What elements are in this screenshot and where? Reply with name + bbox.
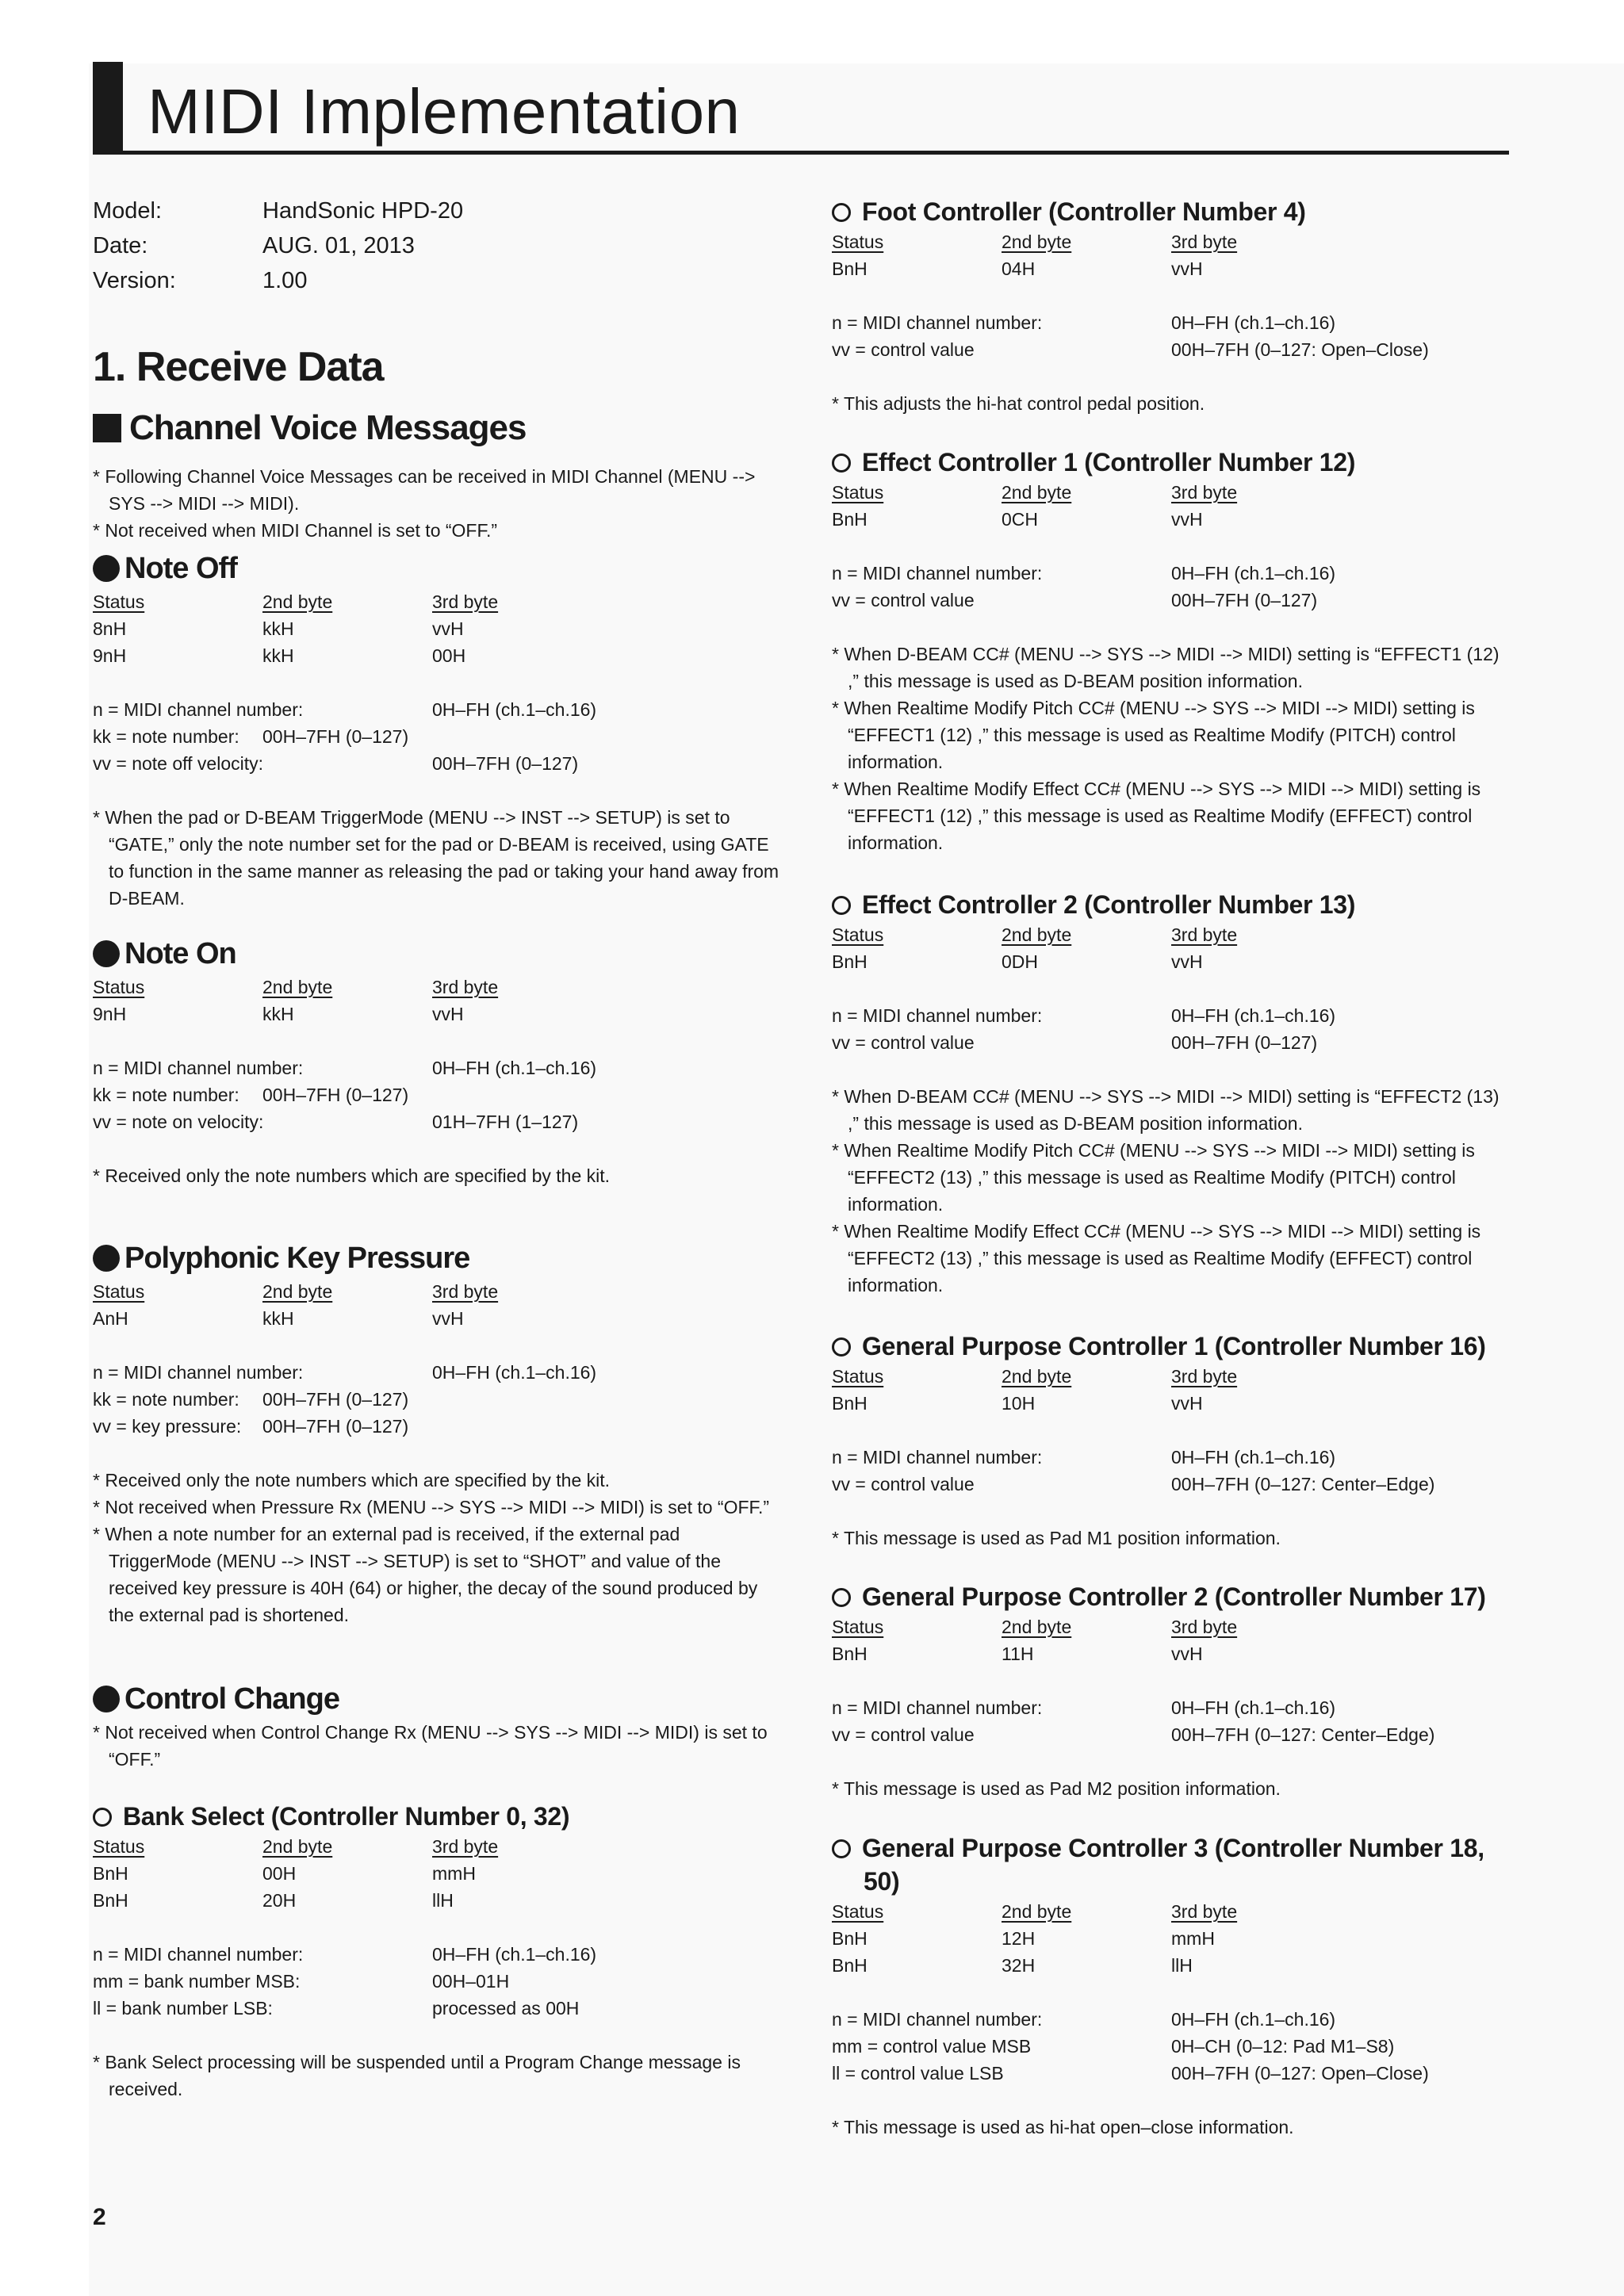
byte2-cell: 0CH bbox=[1002, 509, 1039, 530]
table-row bbox=[832, 255, 1514, 282]
status-cell: BnH bbox=[93, 1863, 128, 1884]
status-header: Status bbox=[832, 1617, 884, 1637]
param-row bbox=[93, 1108, 783, 1135]
section-heading-text: Channel Voice Messages bbox=[129, 408, 527, 447]
param-value: 00H–7FH (0–127) bbox=[432, 753, 579, 774]
param-value: 00H–7FH (0–127: Open–Close) bbox=[1171, 2063, 1429, 2084]
note: * When Realtime Modify Pitch CC# (MENU --> SYS --> MIDI --> MIDI) setting is “EFFECT1 (12) ,” this message is used as Realtime Modify (PITCH) control information. bbox=[832, 698, 1475, 772]
byte3-header: 3rd byte bbox=[1171, 482, 1238, 503]
param-label: ll = control value LSB bbox=[832, 2063, 1004, 2084]
note-text: Following Channel Voice Messages can be received in MIDI Channel (MENU --> SYS --> MIDI --> MIDI). bbox=[105, 466, 756, 514]
byte2-header: 2nd byte bbox=[1002, 1366, 1072, 1387]
note: * Not received when Pressure Rx (MENU --> SYS --> MIDI --> MIDI) is set to “OFF.” bbox=[93, 1497, 770, 1517]
meta-label: Model: bbox=[93, 198, 163, 224]
open-circle-bullet-icon bbox=[832, 1588, 851, 1607]
open-circle-bullet-icon bbox=[832, 896, 851, 915]
table-header bbox=[832, 1363, 1514, 1390]
byte2-header: 2nd byte bbox=[262, 1836, 333, 1857]
param-row bbox=[832, 2033, 1514, 2060]
note-text: Received only the note numbers which are specified by the kit. bbox=[105, 1165, 611, 1186]
param-value: 00H–7FH (0–127) bbox=[262, 1416, 409, 1437]
note-text: When Realtime Modify Effect CC# (MENU --> SYS --> MIDI --> MIDI) setting is “EFFECT1 (12) ,” this message is used as Realtime Modify (EFFECT) control information. bbox=[844, 779, 1481, 853]
note-text: When Realtime Modify Pitch CC# (MENU --> SYS --> MIDI --> MIDI) setting is “EFFECT1 (12) ,” this message is used as Realtime Modify (PITCH) control information. bbox=[844, 698, 1475, 772]
param-row bbox=[832, 336, 1514, 363]
controller-heading bbox=[832, 1330, 1514, 1363]
table-header bbox=[93, 974, 783, 1001]
byte2-header: 2nd byte bbox=[1002, 232, 1072, 252]
table-row bbox=[93, 1887, 783, 1914]
table-row bbox=[93, 615, 783, 642]
open-circle-bullet-icon bbox=[832, 203, 851, 222]
note-text: When D-BEAM CC# (MENU --> SYS --> MIDI --> MIDI) setting is “EFFECT2 (13) ,” this message is used as D-BEAM position information. bbox=[844, 1086, 1500, 1134]
controller-heading-text: Foot Controller (Controller Number 4) bbox=[862, 197, 1306, 226]
param-value: 00H–7FH (0–127: Center–Edge) bbox=[1171, 1724, 1435, 1745]
param-label: n = MIDI channel number: bbox=[832, 1697, 1043, 1718]
note: * Not received when MIDI Channel is set to “OFF.” bbox=[93, 520, 498, 541]
table-row bbox=[832, 1925, 1514, 1952]
param-value: 0H–FH (ch.1–ch.16) bbox=[1171, 2009, 1336, 2030]
controller-heading bbox=[832, 1580, 1514, 1613]
status-header: Status bbox=[832, 1901, 884, 1922]
param-value: 0H–FH (ch.1–ch.16) bbox=[432, 1944, 597, 1965]
byte3-header: 3rd byte bbox=[432, 591, 499, 612]
param-label: vv = note off velocity: bbox=[93, 753, 263, 774]
note: * Bank Select processing will be suspended until a Program Change message is received. bbox=[93, 2052, 741, 2099]
byte3-cell: vvH bbox=[1171, 509, 1203, 530]
param-value: 0H–FH (ch.1–ch.16) bbox=[1171, 1005, 1336, 1026]
param-label: vv = control value bbox=[832, 1032, 975, 1053]
byte2-cell: kkH bbox=[262, 618, 294, 639]
table-row bbox=[832, 1390, 1514, 1417]
note: * When Realtime Modify Effect CC# (MENU --> SYS --> MIDI --> MIDI) setting is “EFFECT2 (13) ,” this message is used as Realtime Modify (EFFECT) control information. bbox=[832, 1221, 1481, 1295]
note: * This message is used as Pad M2 position information. bbox=[832, 1778, 1281, 1799]
param-label: n = MIDI channel number: bbox=[93, 1058, 304, 1078]
foot-controller-section bbox=[832, 195, 1514, 417]
byte2-header: 2nd byte bbox=[1002, 1617, 1072, 1637]
controller-heading-text: Bank Select (Controller Number 0, 32) bbox=[123, 1802, 570, 1831]
byte3-header: 3rd byte bbox=[1171, 1366, 1238, 1387]
table-row bbox=[93, 1305, 783, 1332]
param-row bbox=[93, 1968, 783, 1995]
note: * When the pad or D-BEAM TriggerMode (MENU --> INST --> SETUP) is set to “GATE,” only the note number set for the pad or D-BEAM is received, using GATE to function in the same manner as releasing the pad or taking your hand away from D-BEAM. bbox=[93, 807, 779, 909]
byte2-cell: kkH bbox=[262, 1004, 294, 1024]
filled-circle-bullet-icon bbox=[93, 940, 120, 967]
param-row bbox=[832, 1694, 1514, 1721]
note: * When D-BEAM CC# (MENU --> SYS --> MIDI --> MIDI) setting is “EFFECT1 (12) ,” this message is used as D-BEAM position information. bbox=[832, 644, 1500, 691]
param-label: vv = note on velocity: bbox=[93, 1112, 264, 1132]
byte3-cell: vvH bbox=[432, 1308, 464, 1329]
param-row bbox=[93, 1054, 783, 1081]
note: * This adjusts the hi-hat control pedal position. bbox=[832, 393, 1205, 414]
byte3-cell: 00H bbox=[432, 645, 466, 666]
byte2-cell: 04H bbox=[1002, 258, 1036, 279]
note: * This message is used as hi-hat open–close information. bbox=[832, 2117, 1294, 2137]
controller-heading-text: General Purpose Controller 1 (Controller Number 16) bbox=[862, 1332, 1486, 1360]
note-text: This message is used as hi-hat open–close information. bbox=[843, 2117, 1294, 2137]
meta-row-date bbox=[93, 228, 463, 263]
header-bar bbox=[93, 62, 123, 154]
param-label: vv = control value bbox=[832, 1724, 975, 1745]
poly-pressure-section bbox=[93, 1238, 783, 1628]
param-row bbox=[832, 1002, 1514, 1029]
table-header bbox=[832, 479, 1514, 506]
param-label: mm = control value MSB bbox=[832, 2036, 1032, 2057]
filled-circle-bullet-icon bbox=[93, 555, 120, 582]
byte2-cell: 32H bbox=[1002, 1955, 1036, 1976]
open-circle-bullet-icon bbox=[832, 453, 851, 473]
status-cell: 9nH bbox=[93, 1004, 127, 1024]
note: * Following Channel Voice Messages can be received in MIDI Channel (MENU --> SYS --> MIDI --> MIDI). bbox=[93, 466, 756, 514]
controller-heading bbox=[832, 888, 1514, 921]
param-label: kk = note number: bbox=[93, 1085, 239, 1105]
param-label: n = MIDI channel number: bbox=[93, 1944, 304, 1965]
status-cell: BnH bbox=[93, 1890, 128, 1911]
param-label: n = MIDI channel number: bbox=[832, 312, 1043, 333]
param-value: 0H–FH (ch.1–ch.16) bbox=[1171, 1697, 1336, 1718]
note: * When Realtime Modify Pitch CC# (MENU --> SYS --> MIDI --> MIDI) setting is “EFFECT2 (13) ,” this message is used as Realtime Modify (PITCH) control information. bbox=[832, 1140, 1475, 1215]
note: * Received only the note numbers which are specified by the kit. bbox=[93, 1165, 611, 1186]
param-value: 0H–FH (ch.1–ch.16) bbox=[432, 1058, 597, 1078]
param-value: 00H–7FH (0–127) bbox=[262, 1389, 409, 1410]
note-text: Received only the note numbers which are specified by the kit. bbox=[105, 1470, 611, 1490]
note: * Received only the note numbers which are specified by the kit. bbox=[93, 1470, 611, 1490]
byte2-header: 2nd byte bbox=[1002, 1901, 1072, 1922]
status-cell: BnH bbox=[832, 1393, 868, 1414]
note-text: This message is used as Pad M2 position information. bbox=[843, 1778, 1281, 1799]
note-text: When D-BEAM CC# (MENU --> SYS --> MIDI --> MIDI) setting is “EFFECT1 (12) ,” this message is used as D-BEAM position information. bbox=[844, 644, 1500, 691]
status-header: Status bbox=[93, 977, 145, 997]
byte2-header: 2nd byte bbox=[262, 591, 333, 612]
section-heading bbox=[93, 406, 783, 450]
effect-controller-2-section bbox=[832, 888, 1514, 1299]
note: * When Realtime Modify Effect CC# (MENU --> SYS --> MIDI --> MIDI) setting is “EFFECT1 (12) ,” this message is used as Realtime Modify (EFFECT) control information. bbox=[832, 779, 1481, 853]
controller-heading-text: Effect Controller 2 (Controller Number 13) bbox=[862, 890, 1356, 919]
param-value: 00H–7FH (0–127) bbox=[262, 726, 409, 747]
controller-heading-text: Effect Controller 1 (Controller Number 12) bbox=[862, 448, 1356, 476]
param-row bbox=[93, 723, 783, 750]
square-bullet-icon bbox=[93, 414, 121, 442]
meta-row-model bbox=[93, 193, 463, 228]
status-cell: BnH bbox=[832, 1955, 868, 1976]
byte2-cell: 20H bbox=[262, 1890, 297, 1911]
note-text: Not received when Control Change Rx (MENU --> SYS --> MIDI --> MIDI) is set to “OFF.” bbox=[105, 1722, 768, 1770]
message-heading bbox=[93, 549, 783, 588]
status-header: Status bbox=[93, 1836, 145, 1857]
param-value: 0H–FH (ch.1–ch.16) bbox=[432, 699, 597, 720]
note-text: Not received when MIDI Channel is set to “OFF.” bbox=[105, 520, 498, 541]
param-value: 00H–7FH (0–127) bbox=[262, 1085, 409, 1105]
byte2-cell: 0DH bbox=[1002, 951, 1039, 972]
message-heading-text: Control Change bbox=[124, 1682, 339, 1716]
gp-controller-2-section bbox=[832, 1580, 1514, 1802]
param-value: 00H–7FH (0–127) bbox=[1171, 590, 1318, 610]
param-row bbox=[832, 587, 1514, 614]
note-on-section bbox=[93, 934, 783, 1189]
byte3-cell: mmH bbox=[432, 1863, 476, 1884]
byte3-cell: mmH bbox=[1171, 1928, 1215, 1949]
controller-heading-text: General Purpose Controller 3 (Controller Number 18, 50) bbox=[862, 1834, 1484, 1896]
meta-row-version bbox=[93, 263, 463, 298]
param-row bbox=[832, 1721, 1514, 1748]
param-label: ll = bank number LSB: bbox=[93, 1998, 273, 2019]
byte3-cell: vvH bbox=[1171, 258, 1203, 279]
param-label: n = MIDI channel number: bbox=[832, 1447, 1043, 1468]
param-value: 0H–CH (0–12: Pad M1–S8) bbox=[1171, 2036, 1395, 2057]
byte3-cell: llH bbox=[432, 1890, 454, 1911]
byte2-cell: 10H bbox=[1002, 1393, 1036, 1414]
note-text: When the pad or D-BEAM TriggerMode (MENU --> INST --> SETUP) is set to “GATE,” only the note number set for the pad or D-BEAM is received, using GATE to function in the same manner as releasing the pad or taking your hand away from D-BEAM. bbox=[105, 807, 779, 909]
byte3-cell: vvH bbox=[432, 618, 464, 639]
param-row bbox=[832, 2006, 1514, 2033]
byte2-header: 2nd byte bbox=[1002, 924, 1072, 945]
param-row bbox=[93, 1995, 783, 2022]
open-circle-bullet-icon bbox=[832, 1337, 851, 1357]
byte3-cell: vvH bbox=[1171, 1644, 1203, 1664]
param-value: 0H–FH (ch.1–ch.16) bbox=[1171, 563, 1336, 584]
byte3-header: 3rd byte bbox=[432, 1836, 499, 1857]
byte3-cell: llH bbox=[1171, 1955, 1193, 1976]
header-rule bbox=[93, 151, 1509, 155]
param-label: vv = control value bbox=[832, 1474, 975, 1494]
note: * When D-BEAM CC# (MENU --> SYS --> MIDI --> MIDI) setting is “EFFECT2 (13) ,” this message is used as D-BEAM position information. bbox=[832, 1086, 1500, 1134]
message-heading-text: Polyphonic Key Pressure bbox=[124, 1242, 470, 1275]
table-row bbox=[832, 948, 1514, 975]
param-label: n = MIDI channel number: bbox=[93, 1362, 304, 1383]
status-cell: BnH bbox=[832, 1644, 868, 1664]
param-label: vv = key pressure: bbox=[93, 1416, 242, 1437]
byte2-cell: 00H bbox=[262, 1863, 297, 1884]
byte2-cell: 12H bbox=[1002, 1928, 1036, 1949]
controller-heading bbox=[832, 1831, 1514, 1898]
table-row bbox=[832, 506, 1514, 533]
table-row bbox=[93, 1001, 783, 1027]
status-cell: BnH bbox=[832, 509, 868, 530]
param-label: n = MIDI channel number: bbox=[93, 699, 304, 720]
table-header bbox=[93, 1833, 783, 1860]
param-row bbox=[93, 1386, 783, 1413]
byte2-cell: kkH bbox=[262, 645, 294, 666]
table-header bbox=[832, 921, 1514, 948]
param-row bbox=[832, 2060, 1514, 2087]
param-value: 00H–7FH (0–127: Open–Close) bbox=[1171, 339, 1429, 360]
controller-heading bbox=[832, 195, 1514, 228]
gp-controller-3-section bbox=[832, 1831, 1514, 2141]
param-value: 00H–01H bbox=[432, 1971, 510, 1992]
param-value: 00H–7FH (0–127: Center–Edge) bbox=[1171, 1474, 1435, 1494]
table-row bbox=[93, 1860, 783, 1887]
param-row bbox=[832, 560, 1514, 587]
table-row bbox=[832, 1952, 1514, 1979]
param-row bbox=[93, 1081, 783, 1108]
meta-value: AUG. 01, 2013 bbox=[262, 233, 415, 258]
status-header: Status bbox=[832, 924, 884, 945]
status-header: Status bbox=[832, 1366, 884, 1387]
controller-heading bbox=[832, 446, 1514, 479]
effect-controller-1-section bbox=[832, 446, 1514, 856]
table-header bbox=[832, 1613, 1514, 1640]
param-row bbox=[832, 309, 1514, 336]
note-text: This message is used as Pad M1 position information. bbox=[843, 1528, 1281, 1548]
byte2-cell: 11H bbox=[1002, 1644, 1034, 1664]
note: * When a note number for an external pad is received, if the external pad TriggerMode (MENU --> INST --> SETUP) is set to “SHOT” and value of the received key pressure is 40H (64) or higher, the decay of the sound produced by the external pad is shortened. bbox=[93, 1524, 758, 1625]
param-label: vv = control value bbox=[832, 339, 975, 360]
param-value: 0H–FH (ch.1–ch.16) bbox=[1171, 1447, 1336, 1468]
table-row bbox=[93, 642, 783, 669]
page-title: MIDI Implementation bbox=[147, 76, 741, 147]
param-row bbox=[832, 1444, 1514, 1471]
param-row bbox=[93, 1359, 783, 1386]
note-text: When Realtime Modify Pitch CC# (MENU --> SYS --> MIDI --> MIDI) setting is “EFFECT2 (13) ,” this message is used as Realtime Modify (PITCH) control information. bbox=[844, 1140, 1475, 1215]
meta-label: Date: bbox=[93, 233, 148, 258]
open-circle-bullet-icon bbox=[93, 1808, 112, 1827]
note-text: When a note number for an external pad is received, if the external pad TriggerMode (MENU --> INST --> SETUP) is set to “SHOT” and value of the received key pressure is 40H (64) or higher, the decay of the sound produced by the external pad is shortened. bbox=[105, 1524, 758, 1625]
byte3-header: 3rd byte bbox=[1171, 1617, 1238, 1637]
param-row bbox=[832, 1029, 1514, 1056]
document-meta bbox=[93, 193, 463, 298]
param-label: n = MIDI channel number: bbox=[832, 1005, 1043, 1026]
param-value: processed as 00H bbox=[432, 1998, 580, 2019]
table-header bbox=[832, 228, 1514, 255]
status-header: Status bbox=[832, 232, 884, 252]
param-label: kk = note number: bbox=[93, 1389, 239, 1410]
byte2-header: 2nd byte bbox=[262, 1281, 333, 1302]
message-heading bbox=[93, 934, 783, 974]
channel-voice-section bbox=[93, 406, 783, 544]
meta-value: 1.00 bbox=[262, 268, 308, 293]
byte2-cell: kkH bbox=[262, 1308, 294, 1329]
param-value: 00H–7FH (0–127) bbox=[1171, 1032, 1318, 1053]
meta-label: Version: bbox=[93, 268, 176, 293]
filled-circle-bullet-icon bbox=[93, 1686, 120, 1712]
message-heading bbox=[93, 1679, 783, 1719]
note-text: When Realtime Modify Effect CC# (MENU --> SYS --> MIDI --> MIDI) setting is “EFFECT2 (13) ,” this message is used as Realtime Modify (EFFECT) control information. bbox=[844, 1221, 1481, 1295]
gp-controller-1-section bbox=[832, 1330, 1514, 1552]
status-header: Status bbox=[93, 1281, 145, 1302]
note-text: This adjusts the hi-hat control pedal position. bbox=[843, 393, 1205, 414]
byte3-cell: vvH bbox=[432, 1004, 464, 1024]
note-text: Bank Select processing will be suspended until a Program Change message is received. bbox=[105, 2052, 741, 2099]
table-header bbox=[832, 1898, 1514, 1925]
controller-heading-text: General Purpose Controller 2 (Controller Number 17) bbox=[862, 1582, 1486, 1611]
byte3-header: 3rd byte bbox=[432, 977, 499, 997]
byte3-cell: vvH bbox=[1171, 1393, 1203, 1414]
status-header: Status bbox=[832, 482, 884, 503]
param-row bbox=[93, 1941, 783, 1968]
status-cell: BnH bbox=[832, 258, 868, 279]
param-value: 0H–FH (ch.1–ch.16) bbox=[432, 1362, 597, 1383]
status-cell: AnH bbox=[93, 1308, 128, 1329]
param-label: kk = note number: bbox=[93, 726, 239, 747]
table-header bbox=[93, 1278, 783, 1305]
status-cell: BnH bbox=[832, 951, 868, 972]
table-row bbox=[832, 1640, 1514, 1667]
status-cell: 9nH bbox=[93, 645, 127, 666]
param-label: vv = control value bbox=[832, 590, 975, 610]
filled-circle-bullet-icon bbox=[93, 1245, 120, 1272]
param-row bbox=[93, 696, 783, 723]
param-row bbox=[93, 1413, 783, 1440]
message-heading-text: Note On bbox=[124, 937, 236, 970]
section-title: 1. Receive Data bbox=[93, 344, 384, 390]
controller-heading bbox=[93, 1800, 783, 1833]
param-value: 01H–7FH (1–127) bbox=[432, 1112, 579, 1132]
meta-value: HandSonic HPD-20 bbox=[262, 198, 464, 224]
param-value: 0H–FH (ch.1–ch.16) bbox=[1171, 312, 1336, 333]
status-cell: 8nH bbox=[93, 618, 127, 639]
note: * This message is used as Pad M1 position information. bbox=[832, 1528, 1281, 1548]
table-header bbox=[93, 588, 783, 615]
param-label: mm = bank number MSB: bbox=[93, 1971, 301, 1992]
page-number: 2 bbox=[93, 2204, 106, 2230]
message-heading bbox=[93, 1238, 783, 1278]
byte3-header: 3rd byte bbox=[1171, 1901, 1238, 1922]
note-text: Not received when Pressure Rx (MENU --> SYS --> MIDI --> MIDI) is set to “OFF.” bbox=[105, 1497, 770, 1517]
status-cell: BnH bbox=[832, 1928, 868, 1949]
param-row bbox=[832, 1471, 1514, 1498]
param-row bbox=[93, 750, 783, 777]
param-label: n = MIDI channel number: bbox=[832, 563, 1043, 584]
byte3-cell: vvH bbox=[1171, 951, 1203, 972]
bank-select-section bbox=[93, 1800, 783, 2103]
control-change-section bbox=[93, 1679, 783, 1773]
byte3-header: 3rd byte bbox=[1171, 232, 1238, 252]
status-header: Status bbox=[93, 591, 145, 612]
note: * Not received when Control Change Rx (MENU --> SYS --> MIDI --> MIDI) is set to “OFF.” bbox=[93, 1722, 768, 1770]
byte2-header: 2nd byte bbox=[1002, 482, 1072, 503]
param-label: n = MIDI channel number: bbox=[832, 2009, 1043, 2030]
note-off-section bbox=[93, 549, 783, 912]
byte3-header: 3rd byte bbox=[1171, 924, 1238, 945]
byte3-header: 3rd byte bbox=[432, 1281, 499, 1302]
message-heading-text: Note Off bbox=[124, 552, 237, 585]
open-circle-bullet-icon bbox=[832, 1839, 851, 1858]
byte2-header: 2nd byte bbox=[262, 977, 333, 997]
